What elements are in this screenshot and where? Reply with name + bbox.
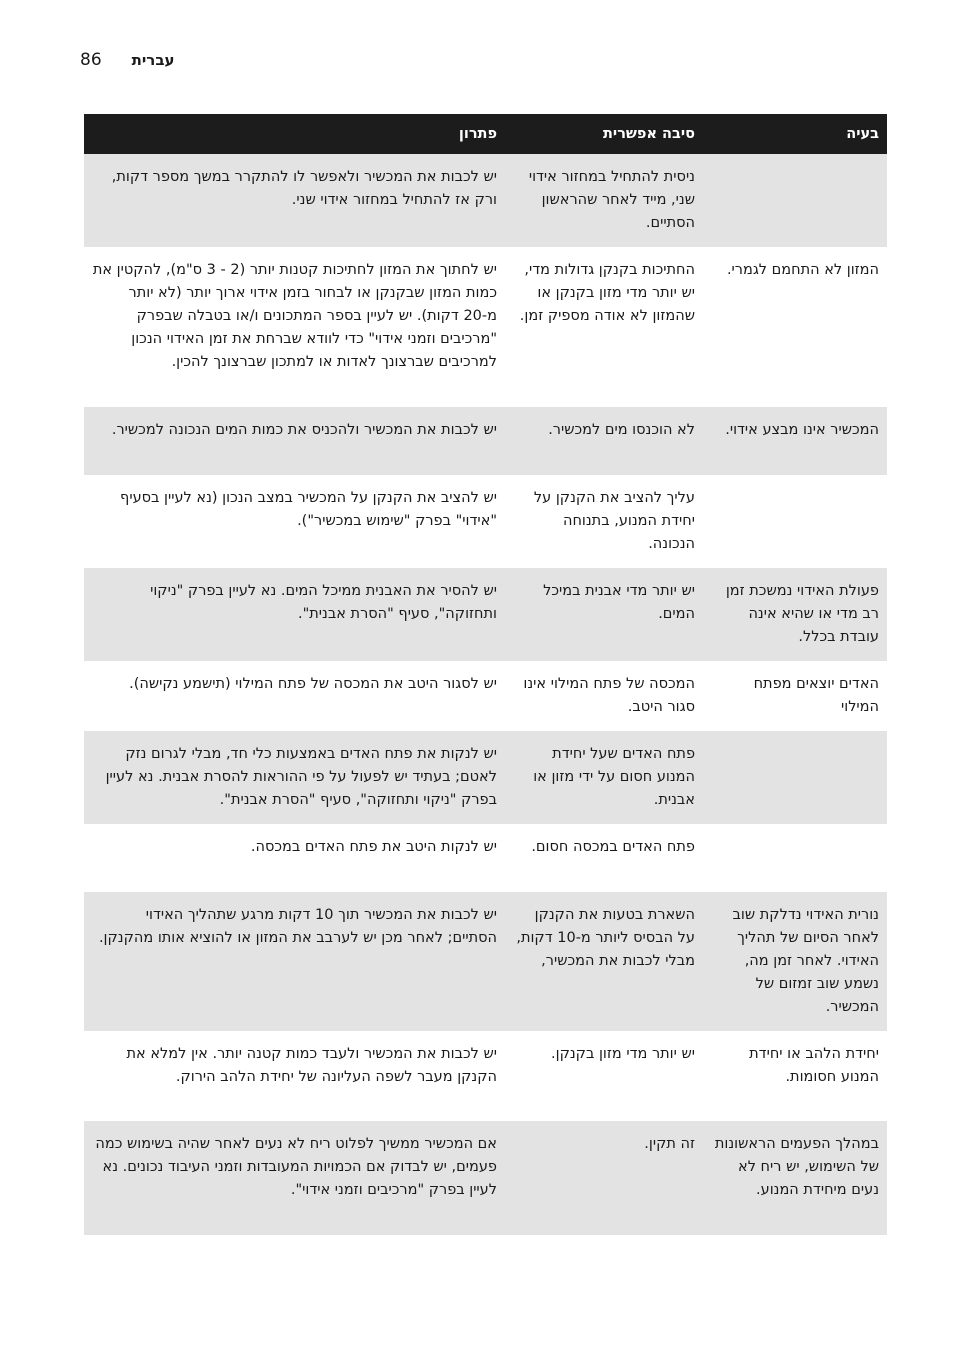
problem-cell: האדים יוצאים מפתח המילוי <box>753 676 879 715</box>
solution-cell: יש לחתוך את המזון לחתיכות קטנות יותר (2 - 3 ס"מ), להקטין את כמות המזון שבקנקן או לבחור בזמן אידוי ארוך יותר (לא יותר מ-20 דקות). יש לעיין בספר המתכונים ו/או בטבלה שבפרק "מרכיבים וזמני אידוי" כדי לוודא שברחת את זמן האידוי הנכון למרכיבים שברצונך לאדות או למתכון שברצונך להכין. <box>92 262 497 370</box>
solution-cell: יש להסיר את האבנית ממיכל המים. נא לעיין בפרק "ניקוי ותחזוקה", סעיף "הסרת אבנית". <box>84 568 505 661</box>
cause-cell: עליך להציב את הקנקן על יחידת המנוע, בתנוחה הנכונה. <box>533 490 695 552</box>
page-header <box>80 50 280 70</box>
solution-cell: יש לכבות את המכשיר תוך 10 דקות מרגע שתהליך האידוי הסתיים; לאחר מכן יש לערבב את המזון או להוציא אותו מהקנקן. <box>84 892 505 1031</box>
cause-cell: יש יותר מדי מזון בקנקן. <box>551 1046 695 1062</box>
problem-cell: נורית האידוי נדלקת שוב לאחר הסיום של תהליך האידוי. לאחר זמן מה, נשמע שוב זמזום של המכשיר. <box>703 892 887 1031</box>
cause-cell: פתח האדים במכסה חסום. <box>531 839 695 855</box>
problem-cell: המכשיר אינו מבצע אידוי. <box>703 407 887 475</box>
cause-cell: פתח האדים שעל יחידת המנוע חסום על ידי מזון או אבנית. <box>505 731 703 824</box>
problem-cell: במהלך הפעמים הראשונות של השימוש, יש ריח לא נעים מיחידת המנוע. <box>703 1121 887 1235</box>
problem-cell <box>703 731 887 824</box>
cause-cell: השארת בטעות את הקנקן על הבסיס ליותר מ-10 דקות, מבלי לכבות את המכשיר, <box>505 892 703 1031</box>
table-row <box>84 731 887 824</box>
problem-cell: יחידת הלהב או יחידת המנוע חסומות. <box>749 1046 879 1085</box>
solution-cell: יש לכבות את המכשיר ולאפשר לו להתקרר במשך מספר דקות, ורק אז להתחיל במחזור אידוי שני. <box>84 154 505 247</box>
table-row <box>84 1121 887 1235</box>
table-row <box>84 824 887 892</box>
solution-cell: אם המכשיר ממשיך לפלוט ריח לא נעים לאחר שהיה בשימוש כמה פעמים, יש לבדוק אם הכמויות המעובדות וזמני העיבוד נכונים. נא לעיין בפרק "מרכיבים וזמני אידוי". <box>84 1121 505 1235</box>
page-number: 86 <box>80 50 102 70</box>
page-language-label: עברית <box>131 51 175 69</box>
table-header-row <box>84 114 887 154</box>
cause-cell: יש יותר מדי אבנית במיכל המים. <box>505 568 703 661</box>
table-row <box>84 475 887 568</box>
column-header-solution: פתרון <box>84 114 505 154</box>
table-row <box>84 661 887 731</box>
column-header-cause: סיבה אפשרית <box>505 114 703 154</box>
table-row <box>84 892 887 1031</box>
problem-cell <box>703 475 887 568</box>
table-row <box>84 568 887 661</box>
problem-cell: המזון לא התחמם לגמרי. <box>726 262 879 278</box>
problem-cell <box>703 154 887 247</box>
table-row <box>84 407 887 475</box>
table-row <box>84 1031 887 1121</box>
troubleshooting-table <box>84 114 887 1235</box>
cause-cell: זה תקין. <box>505 1121 703 1235</box>
table-row <box>84 154 887 247</box>
solution-cell: יש לכבות את המכשיר ולהכניס את כמות המים הנכונה למכשיר. <box>84 407 505 475</box>
solution-cell: יש לנקות היטב את פתח האדים במכסה. <box>250 839 497 855</box>
problem-cell <box>703 824 887 892</box>
cause-cell: ניסית להתחיל במחזור אידוי שני, מייד לאחר שהראשון הסתיים. <box>505 154 703 247</box>
table-row <box>84 247 887 407</box>
cause-cell: המכסה של פתח המילוי אינו סגור היטב. <box>523 676 695 715</box>
solution-cell: יש לסגור היטב את המכסה של פתח המילוי (תישמע נקישה). <box>129 676 497 692</box>
solution-cell: יש לנקות את פתח האדים באמצעות כלי חד, מבלי לגרום נזק לאטם; בעתיד יש לפעול על פי ההוראות להסרת אבנית. נא לעיין בפרק "ניקוי ותחזוקה", סעיף "הסרת אבנית". <box>84 731 505 824</box>
column-header-problem: בעיה <box>703 114 887 154</box>
problem-cell: פעולת האידוי נמשכת זמן רב מדי או שהיא אינה עובדת בכלל. <box>703 568 887 661</box>
solution-cell: יש להציב את הקנקן על המכשיר במצב הנכון (נא לעיין בסעיף "אידוי" בפרק "שימוש במכשיר"). <box>120 490 497 529</box>
solution-cell: יש לכבות את המכשיר ולעבד כמות קטנה יותר. אין למלא את הקנקן מעבר לשפה העליונה של יחידת הלהב הירוק. <box>126 1046 497 1085</box>
cause-cell: לא הוכנסו מים למכשיר. <box>505 407 703 475</box>
cause-cell: החתיכות בקנקן גדולות מדי, יש יותר מדי מזון בקנקן או שהמזון לא אודה מספיק זמן. <box>519 262 695 324</box>
